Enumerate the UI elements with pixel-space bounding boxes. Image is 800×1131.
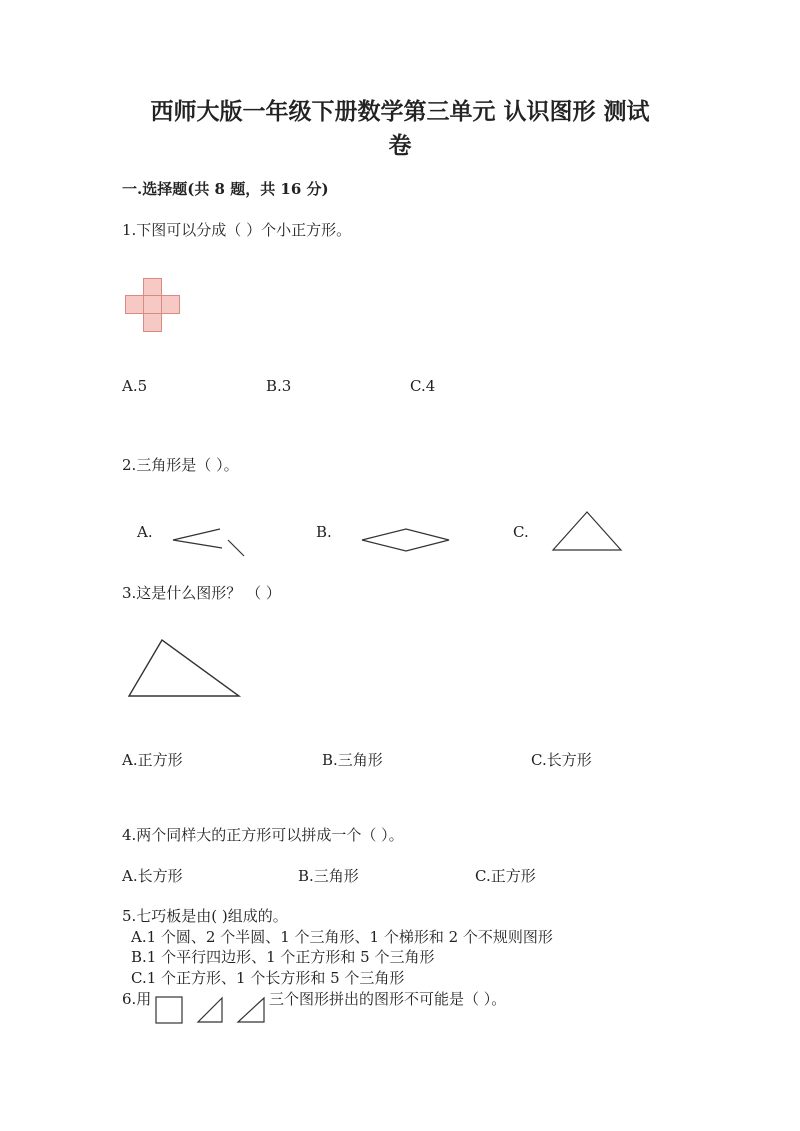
cross-figure bbox=[125, 278, 181, 332]
section-header: 一.选择题(共 8 题，共 16 分) bbox=[122, 180, 329, 198]
q2-option-b[interactable]: B. bbox=[316, 523, 332, 541]
cross-square-left bbox=[126, 296, 144, 314]
cross-square-center bbox=[144, 296, 162, 314]
question-5-text: 5.七巧板是由( )组成的。 bbox=[122, 907, 288, 925]
q1-option-a[interactable]: A.5 bbox=[122, 377, 148, 395]
cross-square-bottom bbox=[144, 314, 162, 332]
right-triangle-icon-1 bbox=[196, 996, 224, 1024]
triangle-figure-c bbox=[551, 510, 625, 552]
q3-option-b[interactable]: B.三角形 bbox=[322, 751, 383, 769]
q4-option-a[interactable]: A.长方形 bbox=[122, 867, 183, 885]
q2-option-c[interactable]: C. bbox=[513, 523, 529, 541]
question-6-prefix: 6.用 bbox=[122, 990, 152, 1008]
open-triangle-figure bbox=[170, 527, 248, 559]
q1-option-b[interactable]: B.3 bbox=[266, 377, 292, 395]
q2-option-a[interactable]: A. bbox=[137, 523, 153, 541]
q5-option-a[interactable]: A.1 个圆、2 个半圆、1 个三角形、1 个梯形和 2 个不规则图形 bbox=[131, 928, 553, 946]
question-3-text: 3.这是什么图形？ （ ） bbox=[122, 584, 281, 602]
square-icon bbox=[155, 996, 183, 1024]
q3-option-a[interactable]: A.正方形 bbox=[122, 751, 183, 769]
question-4-text: 4.两个同样大的正方形可以拼成一个（ ）。 bbox=[122, 826, 404, 844]
question-2-text: 2.三角形是（ ）。 bbox=[122, 456, 239, 474]
q3-option-c[interactable]: C.长方形 bbox=[531, 751, 592, 769]
cross-square-top bbox=[144, 279, 162, 296]
question-1-text: 1.下图可以分成（ ）个小正方形。 bbox=[122, 221, 352, 239]
triangle-figure-large bbox=[127, 638, 243, 700]
rhombus-figure bbox=[360, 527, 452, 553]
q4-option-b[interactable]: B.三角形 bbox=[298, 867, 359, 885]
right-triangle-icon-2 bbox=[236, 996, 268, 1024]
page-title-line1: 西师大版一年级下册数学第三单元 认识图形 测试 bbox=[150, 98, 650, 125]
q1-option-c[interactable]: C.4 bbox=[410, 377, 436, 395]
q5-option-b[interactable]: B.1 个平行四边形、1 个正方形和 5 个三角形 bbox=[131, 948, 435, 966]
page-title-line2: 卷 bbox=[388, 132, 412, 159]
cross-square-right bbox=[162, 296, 180, 314]
q5-option-c[interactable]: C.1 个正方形、1 个长方形和 5 个三角形 bbox=[131, 969, 405, 987]
q4-option-c[interactable]: C.正方形 bbox=[475, 867, 536, 885]
question-6-suffix: 三个图形拼出的图形不可能是（ ）。 bbox=[269, 990, 507, 1008]
